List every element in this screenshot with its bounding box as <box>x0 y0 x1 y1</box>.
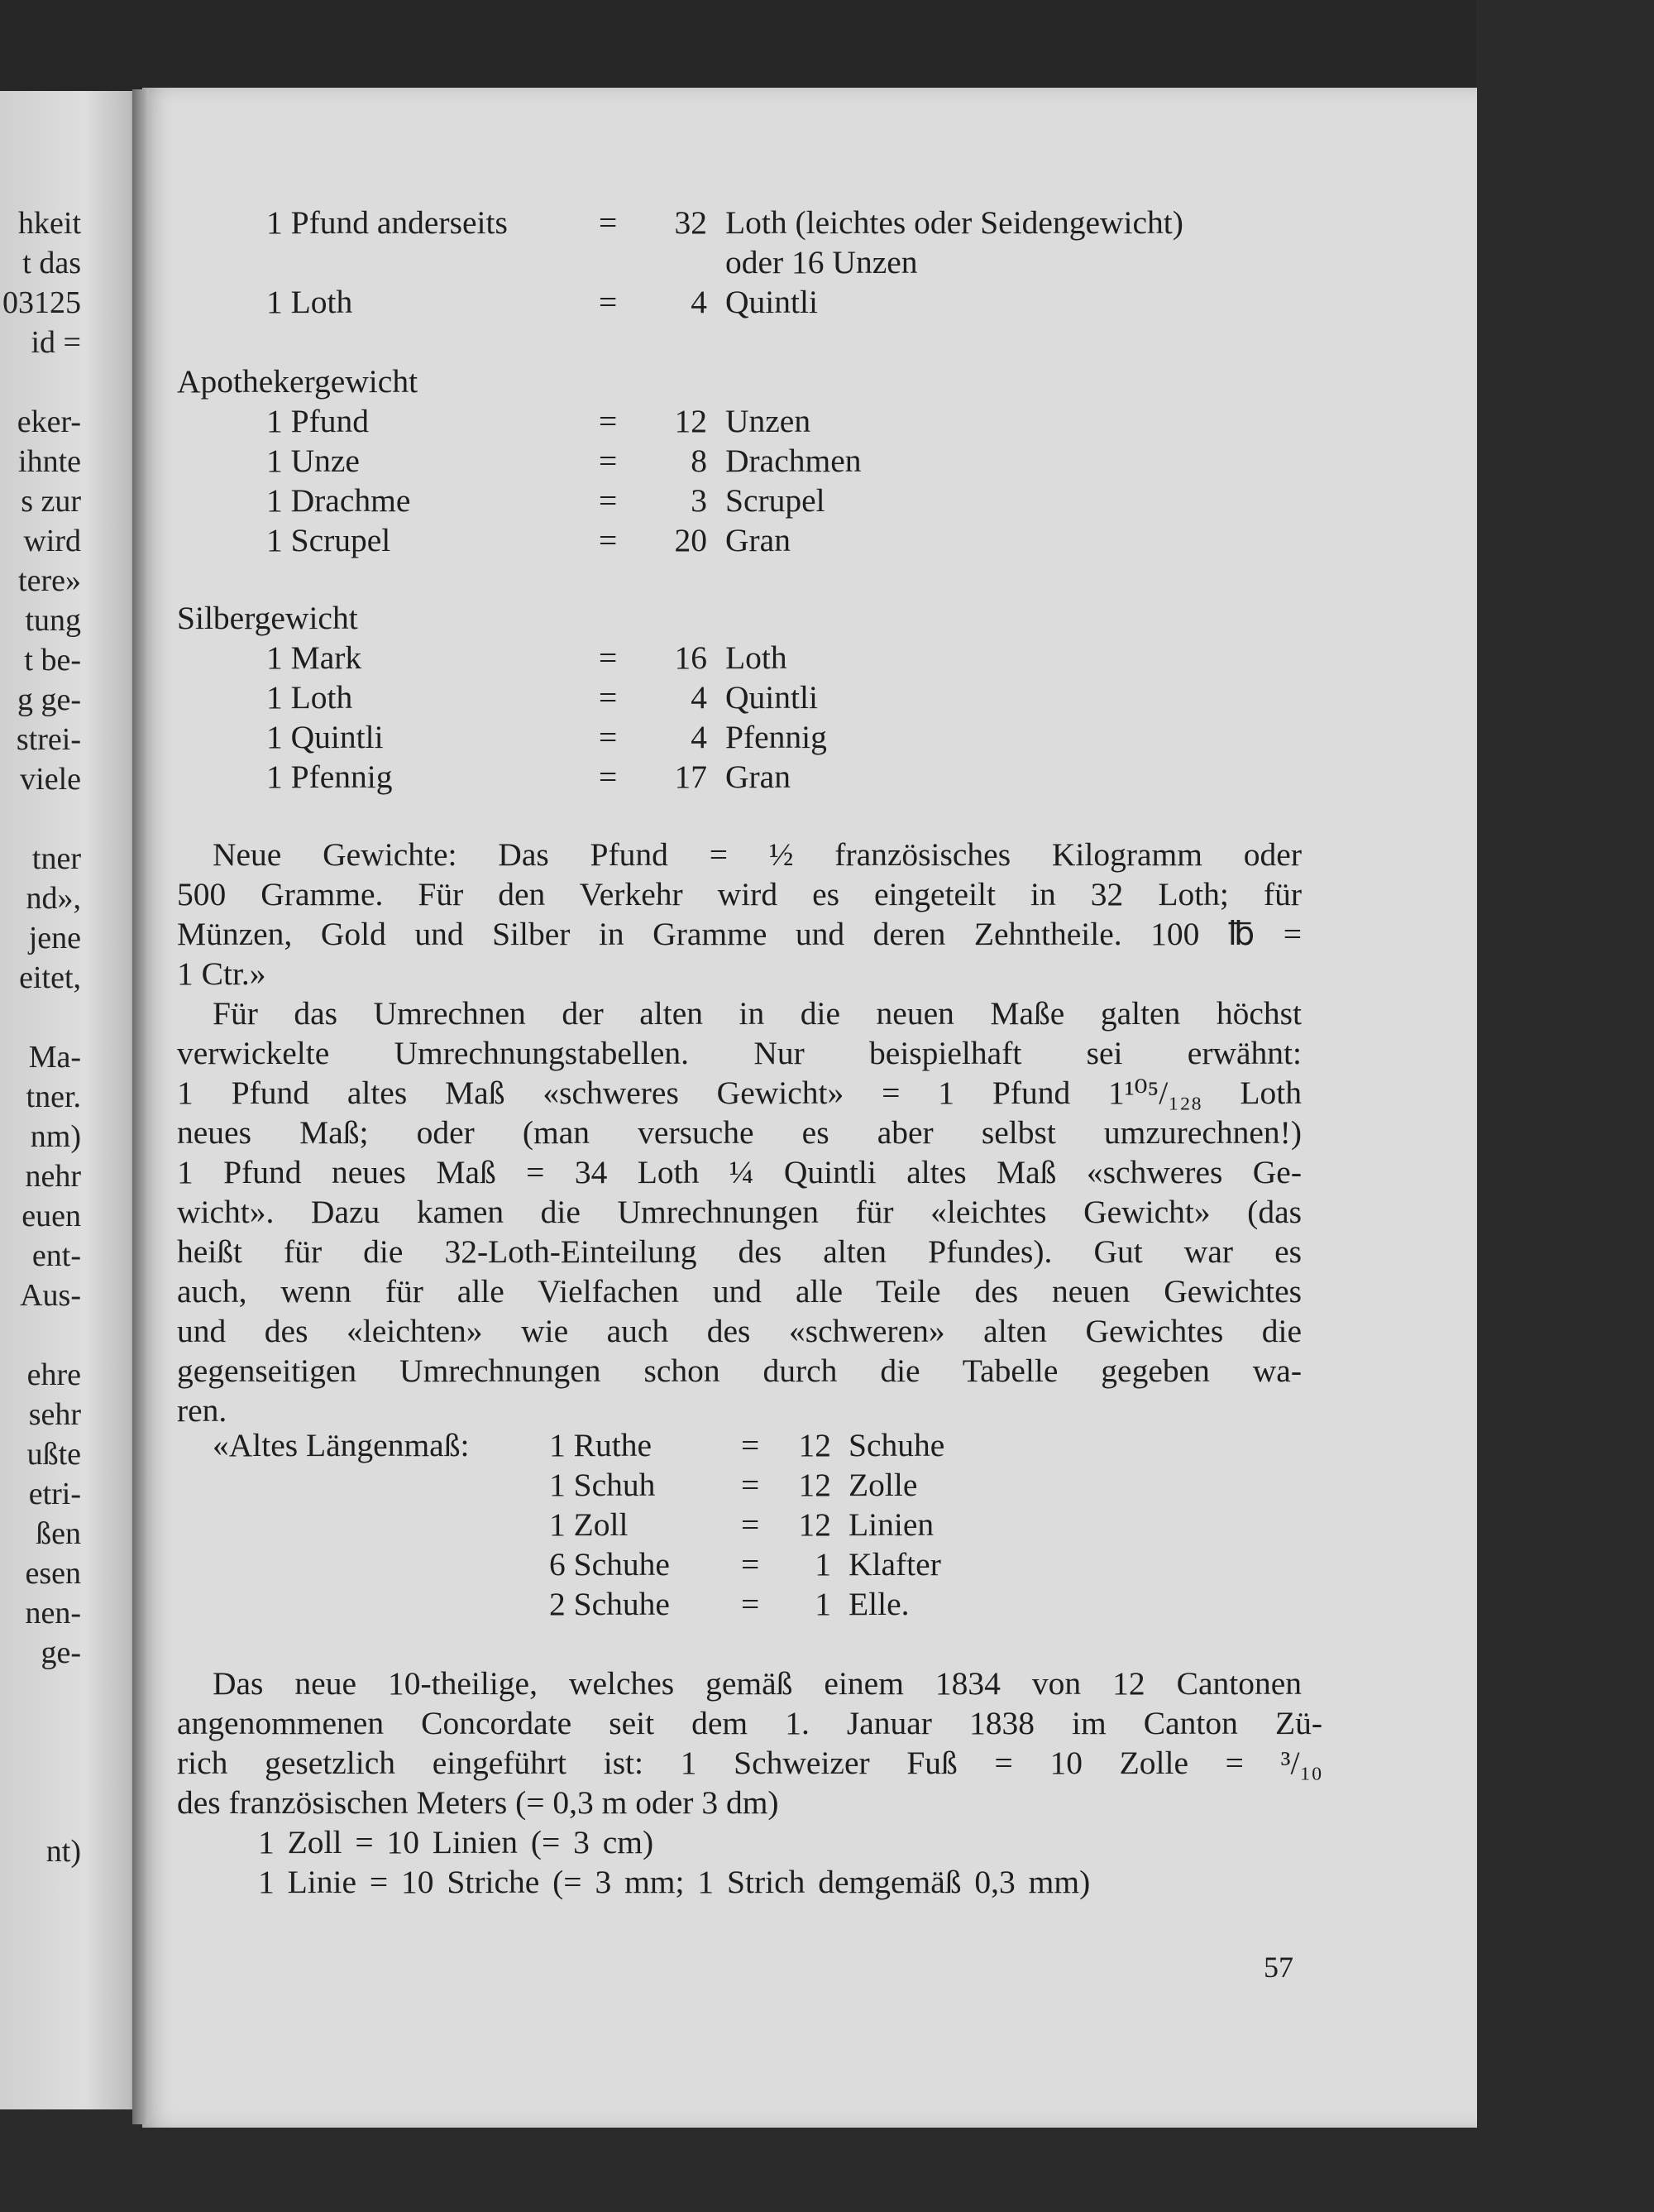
equals-sign: = <box>741 1506 760 1543</box>
page-number: 57 <box>1264 1951 1293 1984</box>
text-line: 500 Gramme. Für den Verkehr wird es eingeteilt in 32 Loth; für <box>177 876 1302 912</box>
equals-sign: = <box>599 522 618 558</box>
text-line: 1 Zoll = 10 Linien (= 3 cm) <box>258 1824 654 1860</box>
table-row-number: 4 <box>691 284 707 320</box>
previous-page-text-fragment: sehr <box>28 1397 81 1432</box>
text-line: gegenseitigen Umrechnungen schon durch die Tabelle gegeben wa- <box>177 1353 1302 1389</box>
table-row-number: 16 <box>674 639 707 676</box>
previous-page-text-fragment: eker- <box>17 405 81 439</box>
table-row-left: 1 Pfennig <box>266 759 393 795</box>
text-line: rich gesetzlich eingeführt ist: 1 Schweizer Fuß = 10 Zolle = ³/₁₀ <box>177 1745 1322 1781</box>
table-row-number: 12 <box>798 1506 831 1543</box>
previous-page-text-fragment: Ma- <box>28 1040 81 1075</box>
equals-sign: = <box>599 679 618 716</box>
previous-page-text-fragment: nd», <box>26 881 81 916</box>
section-heading: Silbergewicht <box>177 600 358 636</box>
table-row-unit: Pfennig <box>725 719 827 755</box>
previous-page-text-fragment: strei- <box>16 722 81 757</box>
previous-page-text-fragment: id = <box>31 325 81 360</box>
text-line: Neue Gewichte: Das Pfund = ½ französisches Kilogramm oder <box>213 836 1302 873</box>
table-row-number: 32 <box>674 204 707 241</box>
equals-sign: = <box>741 1586 760 1622</box>
text-line: 1 Pfund altes Maß «schweres Gewicht» = 1 Pfund 1¹⁰⁵/₁₂₈ Loth <box>177 1075 1302 1111</box>
equals-sign: = <box>599 284 618 320</box>
previous-page-text-fragment: viele <box>20 762 81 797</box>
previous-page-text-fragment: nen- <box>25 1596 81 1630</box>
table-row-left: 1 Pfund <box>266 403 369 439</box>
table-row-left: 1 Loth <box>266 679 353 716</box>
table-row-left: 1 Mark <box>266 639 362 676</box>
scan-background-right <box>1476 0 1654 2212</box>
table-row-unit: Scrupel <box>725 482 825 519</box>
previous-page-text-fragment: etri- <box>28 1477 81 1511</box>
equals-sign: = <box>599 482 618 519</box>
table-row-left: 1 Pfund anderseits <box>266 204 508 241</box>
equals-sign: = <box>599 403 618 439</box>
equals-sign: = <box>741 1427 760 1463</box>
table-row-left: 1 Scrupel <box>266 522 391 558</box>
previous-page-text-fragment: hkeit <box>18 206 81 241</box>
previous-page-text-fragment: jene <box>28 921 81 955</box>
table-row-number: 1 <box>815 1546 831 1582</box>
previous-page-text-fragment: ußte <box>26 1437 81 1472</box>
table-row-unit: Linien <box>849 1506 935 1543</box>
table-row-number: 17 <box>674 759 707 795</box>
equals-sign: = <box>599 204 618 241</box>
table-row-unit: Elle. <box>849 1586 910 1622</box>
previous-page-text-fragment: tere» <box>18 563 81 598</box>
table-row-unit: Gran <box>725 522 791 558</box>
table-row-unit: Klafter <box>849 1546 941 1582</box>
table-row-unit: Gran <box>725 759 791 795</box>
equals-sign: = <box>599 443 618 479</box>
equals-sign: = <box>741 1467 760 1503</box>
previous-page-text-fragment: tner <box>31 841 81 876</box>
table-row-left: 6 Schuhe <box>549 1546 670 1582</box>
text-line: wicht». Dazu kamen die Umrechnungen für «leichtes Gewicht» (das <box>177 1194 1302 1230</box>
table-row-unit: oder 16 Unzen <box>725 244 918 280</box>
previous-page-text-fragment: ge- <box>41 1635 81 1670</box>
text-line: 1 Pfund neues Maß = 34 Loth ¼ Quintli altes Maß «schweres Ge- <box>177 1154 1302 1190</box>
previous-page-text-fragment: eitet, <box>19 960 81 995</box>
text-line: Das neue 10-theilige, welches gemäß einem 1834 von 12 Cantonen <box>213 1665 1302 1702</box>
section-heading: Apothekergewicht <box>177 363 418 400</box>
text-line: Für das Umrechnen der alten in die neuen Maße galten höchst <box>213 995 1302 1032</box>
text-line: und des «leichten» wie auch des «schweren» alten Gewichtes die <box>177 1313 1302 1349</box>
previous-page-text-fragment: wird <box>23 524 81 558</box>
table-row-number: 12 <box>798 1467 831 1503</box>
equals-sign: = <box>599 639 618 676</box>
table-row-number: 12 <box>798 1427 831 1463</box>
previous-page-text-fragment: s zur <box>21 484 81 519</box>
table-row-unit: Quintli <box>725 679 818 716</box>
equals-sign: = <box>741 1546 760 1582</box>
previous-page-text-fragment: t das <box>22 246 81 280</box>
text-line: auch, wenn für alle Vielfachen und alle Teile des neuen Gewichtes <box>177 1273 1302 1309</box>
previous-page-text-fragment: g ge- <box>17 682 81 717</box>
previous-page-text-fragment: ßen <box>36 1516 81 1551</box>
table-row-number: 4 <box>691 679 707 716</box>
table-row-number: 3 <box>691 482 707 519</box>
text-line: 1 Linie = 10 Striche (= 3 mm; 1 Strich demgemäß 0,3 mm) <box>258 1864 1091 1900</box>
table-row-number: 4 <box>691 719 707 755</box>
table-row-left: 2 Schuhe <box>549 1586 670 1622</box>
text-line: des französischen Meters (= 0,3 m oder 3 dm) <box>177 1784 779 1821</box>
previous-page-edge <box>0 91 141 2109</box>
table-row-left: 1 Ruthe <box>549 1427 652 1463</box>
table-row-number: 8 <box>691 443 707 479</box>
previous-page-text-fragment: nt) <box>45 1834 81 1869</box>
table-row-left: 1 Unze <box>266 443 360 479</box>
text-line: heißt für die 32-Loth-Einteilung des alten Pfundes). Gut war es <box>177 1233 1302 1270</box>
table-label: «Altes Längenmaß: <box>213 1427 470 1463</box>
table-row-unit: Schuhe <box>849 1427 945 1463</box>
table-row-left: 1 Drachme <box>266 482 411 519</box>
table-row-unit: Drachmen <box>725 443 862 479</box>
table-row-left: 1 Loth <box>266 284 353 320</box>
previous-page-text-fragment: euen <box>22 1199 81 1233</box>
previous-page-text-fragment: tner. <box>26 1080 81 1114</box>
text-line: verwickelte Umrechnungstabellen. Nur beispielhaft sei erwähnt: <box>177 1035 1302 1071</box>
previous-page-text-fragment: t be- <box>24 643 81 677</box>
equals-sign: = <box>599 759 618 795</box>
previous-page-text-fragment: esen <box>25 1556 81 1591</box>
text-line: neues Maß; oder (man versuche es aber selbst umzurechnen!) <box>177 1114 1302 1151</box>
table-row-number: 1 <box>815 1586 831 1622</box>
table-row-number: 20 <box>674 522 707 558</box>
table-row-left: 1 Quintli <box>266 719 384 755</box>
text-line: Münzen, Gold und Silber in Gramme und deren Zehntheile. 100 ℔ = <box>177 916 1302 952</box>
text-line: angenommenen Concordate seit dem 1. Januar 1838 im Canton Zü- <box>177 1705 1322 1741</box>
table-row-unit: Unzen <box>725 403 811 439</box>
previous-page-text-fragment: ehre <box>26 1357 81 1392</box>
previous-page-text-fragment: nehr <box>25 1159 81 1194</box>
equals-sign: = <box>599 719 618 755</box>
previous-page-text-fragment: tung <box>25 603 81 638</box>
table-row-unit: Quintli <box>725 284 818 320</box>
previous-page-text-fragment: 03125 <box>2 285 81 320</box>
table-row-unit: Loth (leichtes oder Seidengewicht) <box>725 204 1183 241</box>
previous-page-text-fragment: ent- <box>31 1238 81 1273</box>
page-gutter <box>132 89 149 2124</box>
table-row-left: 1 Schuh <box>549 1467 656 1503</box>
table-row-number: 12 <box>674 403 707 439</box>
table-row-unit: Zolle <box>849 1467 918 1503</box>
scan-background-bottom <box>0 2126 1654 2212</box>
previous-page-text-fragment: Aus- <box>20 1278 81 1313</box>
table-row-left: 1 Zoll <box>549 1506 629 1543</box>
table-row-unit: Loth <box>725 639 787 676</box>
scan-background-top <box>0 0 1654 99</box>
previous-page-text-fragment: nm) <box>30 1119 81 1154</box>
previous-page-text-fragment: ihnte <box>18 444 81 479</box>
text-line: ren. <box>177 1392 227 1429</box>
text-line: 1 Ctr.» <box>177 955 266 992</box>
